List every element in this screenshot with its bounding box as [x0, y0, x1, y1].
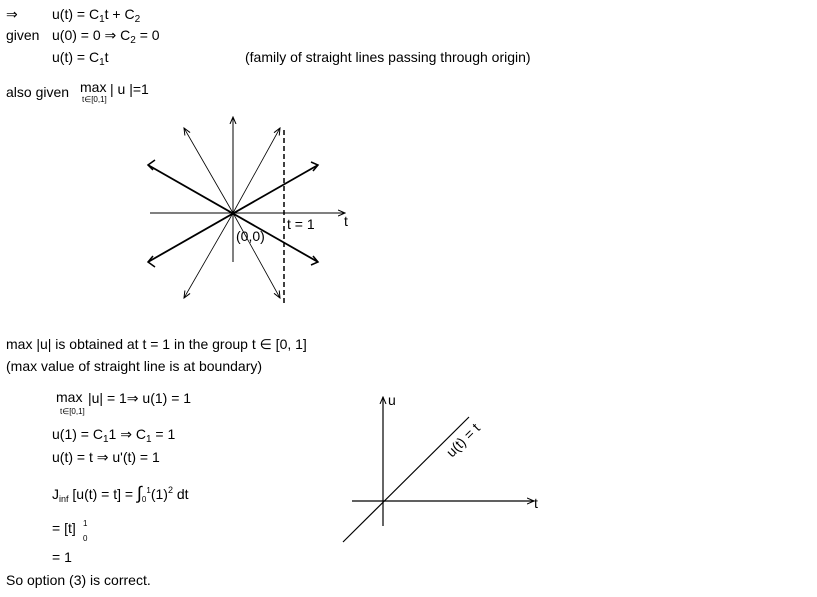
- max-operator: max: [80, 79, 107, 95]
- u-equals-t-label: u(t) = t: [442, 419, 484, 461]
- max-constraint: | u |=1: [110, 81, 149, 97]
- max-range: t∈[0,1]: [82, 95, 107, 104]
- t-axis-label: t: [344, 213, 348, 229]
- implies-arrow: ⇒: [6, 6, 18, 22]
- max-operator: max: [56, 389, 83, 405]
- max-value-note: (max value of straight line is at boundary): [6, 358, 263, 374]
- given-label: given: [6, 27, 40, 43]
- max-range: t∈[0,1]: [60, 407, 85, 416]
- equation-u1: $u(1) = C_11$ ⇒ $C_1 = 1$: [52, 426, 176, 445]
- family-line: [184, 213, 233, 298]
- equation-general-solution: $u(t) = C_1t + C_2$: [52, 6, 141, 25]
- equation-boundary-condition: u(0) = 0 ⇒ $C_2 = 0$: [52, 27, 160, 46]
- family-note: (family of straight lines passing through origin): [245, 49, 531, 65]
- max-obtained-text: max |u| is obtained at t = 1 in the group t ∈ [0, 1]: [6, 336, 307, 352]
- equation-result: = 1: [52, 549, 72, 565]
- t-equals-1-label: t = 1: [287, 216, 315, 232]
- conclusion-text: So option (3) is correct.: [6, 572, 151, 588]
- t-axis-label: t: [534, 495, 538, 511]
- equation-ut: u(t) = t ⇒ u'(t) = 1: [52, 449, 160, 465]
- also-given-label: also given: [6, 84, 70, 100]
- origin-label: (0,0): [236, 228, 265, 244]
- u-axis-label: u: [388, 392, 396, 408]
- bracket-upper-limit: 1: [83, 519, 88, 528]
- equation-particular-solution: $u(t) = C_1t$: [52, 49, 109, 68]
- max-implies-equation: |u| = 1⇒ u(1) = 1: [88, 390, 192, 406]
- family-line: [233, 213, 280, 298]
- equation-t-bracket: = [t]: [52, 520, 76, 536]
- bracket-lower-limit: 0: [83, 534, 88, 543]
- u-equals-t-line: [343, 417, 469, 542]
- equation-j-inf: $J_{inf}$ $[u(t) = t] = \int_0^1(1)^2$ dt: [52, 483, 189, 504]
